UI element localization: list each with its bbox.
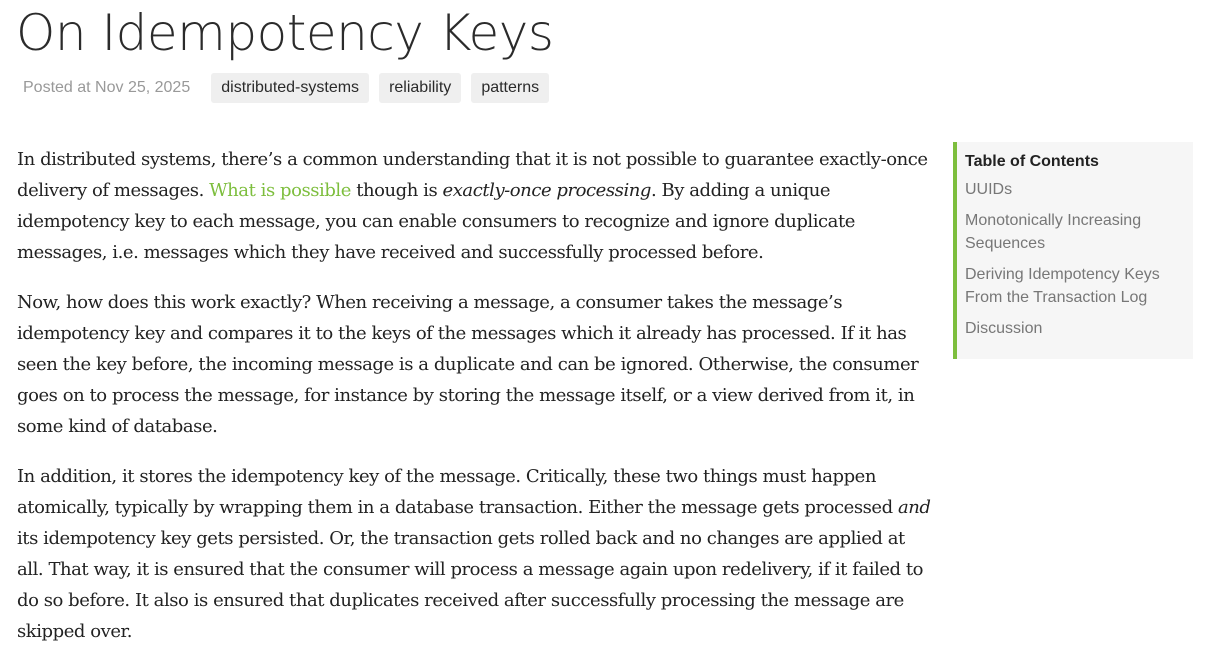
toc-item-transaction-log[interactable]: Deriving Idempotency Keys From the Transaction Log: [965, 266, 1160, 306]
toc-item-discussion[interactable]: Discussion: [965, 320, 1043, 337]
what-is-possible-link[interactable]: What is possible: [209, 180, 351, 201]
paragraph-1-emphasis: exactly-once processing: [442, 180, 651, 201]
paragraph-1-text-a: In distributed systems, there’s a common understanding that it is not possible to guarantee exactly-once delivery of messages.: [17, 149, 928, 201]
paragraph-1: [17, 144, 932, 268]
posted-date: Posted at Nov 25, 2025: [23, 79, 191, 96]
page-title: On Idempotency Keys: [16, 4, 554, 62]
paragraph-1-text-b: though is: [350, 180, 443, 201]
article-body: [17, 144, 932, 666]
paragraph-2: Now, how does this work exactly? When receiving a message, a consumer takes the message’s idempotency key and compares it to the keys of the messages which it already has processed. If it has seen the key before, the incoming message is a duplicate and can be ignored. Otherwise, the consumer goes on to process the message, for instance by storing the message itself, or a view derived from it, in some kind of database.: [17, 292, 919, 437]
toc-item-monotonic-sequences[interactable]: Monotonically Increasing Sequences: [965, 212, 1142, 252]
paragraph-3: [17, 461, 932, 647]
post-meta: [23, 72, 559, 104]
tag-patterns[interactable]: patterns: [471, 73, 549, 103]
paragraph-3-emphasis: and: [897, 497, 931, 518]
toc-title: Table of Contents: [965, 153, 1099, 170]
paragraph-3-text-a: In addition, it stores the idempotency key of the message. Critically, these two things must happen atomically, typically by wrapping them in a database transaction. Either the message gets processed: [17, 466, 898, 518]
tag-reliability[interactable]: reliability: [379, 73, 461, 103]
tag-distributed-systems[interactable]: distributed-systems: [211, 73, 369, 103]
paragraph-3-text-b: its idempotency key gets persisted. Or, the transaction gets rolled back and no changes are applied at all. That way, it is ensured that the consumer will process a message again upon redelivery, if it failed to do so before. It also is ensured that duplicates received after successfully processing the message are skipped over.: [17, 528, 924, 642]
toc-item-uuids[interactable]: UUIDs: [965, 181, 1013, 198]
table-of-contents: [953, 142, 1193, 359]
paragraph-1-text-c: . By adding a unique idempotency key to each message, you can enable consumers to recognize and ignore duplicate messages, i.e. messages which they have received and successfully processed before.: [17, 180, 855, 263]
